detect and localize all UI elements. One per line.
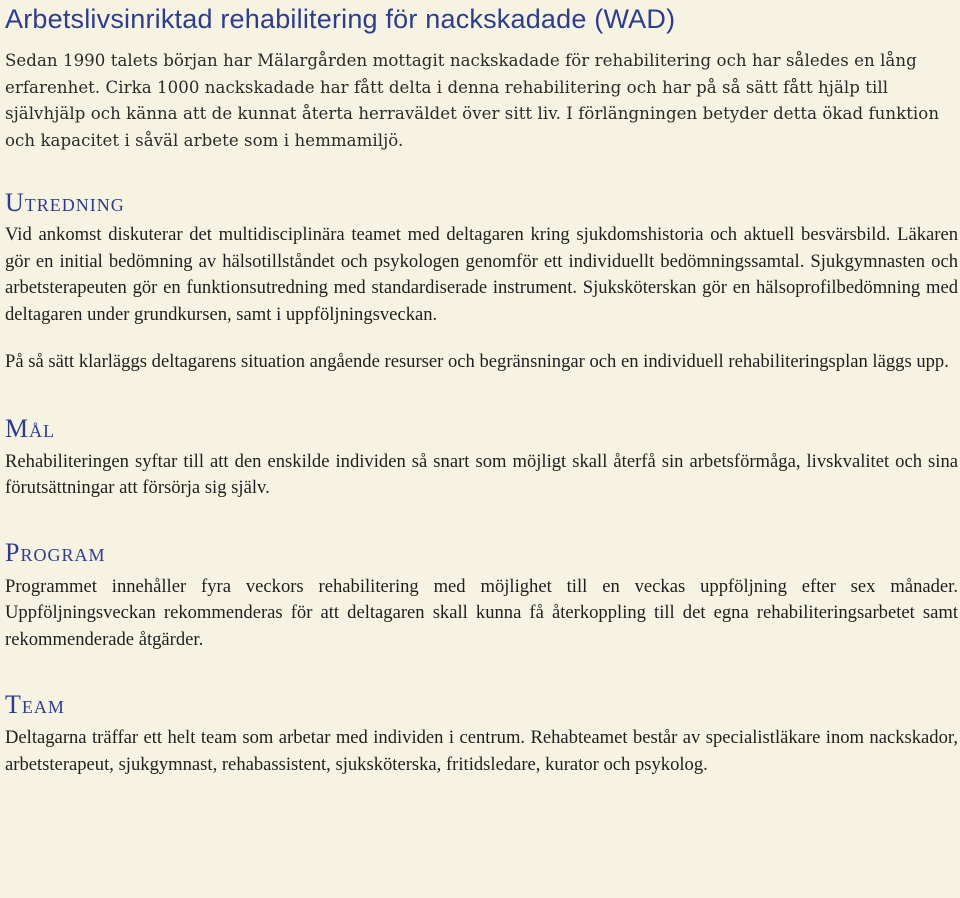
page-title: Arbetslivsinriktad rehabilitering för nackskadade (WAD)	[5, 4, 676, 34]
team-paragraph: Deltagarna träffar ett helt team som arbetar med individen i centrum. Rehabteamet består av specialistläkare inom nackskador, arbetsterapeut, sjukgymnast, rehabassistent, sjuksköterska, fritidsledare, kurator och psykolog.	[5, 727, 958, 775]
program-paragraph: Programmet innehåller fyra veckors rehabilitering med möjlighet till en veckas uppföljning efter sex månader. Uppföljningsveckan rekommenderas för att deltagaren skall kunna få återkoppling till det egna rehabiliteringsarbetet samt rekommenderade åtgärder.	[5, 575, 958, 650]
section-heading-utredning: Utredning	[5, 188, 125, 217]
intro-paragraph: Sedan 1990 talets början har Mälargården mottagit nackskadade för rehabilitering och har således en lång erfarenhet. Cirka 1000 nackskadade har fått delta i denna rehabilitering och har på så sätt fått hjälp till självhjälp och känna att de kunnat återta herraväldet över sitt liv. I förlängningen betyder detta ökad funktion och kapacitet i såväl arbete som i hemmamiljö.	[5, 51, 940, 150]
section-heading-team: Team	[5, 690, 65, 719]
mal-paragraph: Rehabiliteringen syftar till att den enskilde individen så snart som möjligt skall återfå sin arbetsförmåga, livskvalitet och sina förutsättningar att försörja sig själv.	[5, 450, 958, 498]
section-heading-program: Program	[5, 537, 106, 567]
utredning-paragraph-2: På så sätt klarläggs deltagarens situation angående resurser och begränsningar och en individuell rehabiliteringsplan läggs upp.	[5, 351, 949, 372]
section-heading-mal: Mål	[5, 413, 56, 443]
utredning-paragraph-1: Vid ankomst diskuterar det multidisciplinära teamet med deltagaren kring sjukdomshistoria och aktuell besvärsbild. Läkaren gör en initial bedömning av hälsotillståndet och psykologen genomför ett individuellt bedömningssamtal. Sjukgymnasten och arbetsterapeuten gör en funktionsutredning med standardiserade instrument. Sjuksköterskan gör en hälsoprofilbedömning med deltagaren under grundkursen, samt i uppföljningsveckan.	[5, 224, 958, 325]
